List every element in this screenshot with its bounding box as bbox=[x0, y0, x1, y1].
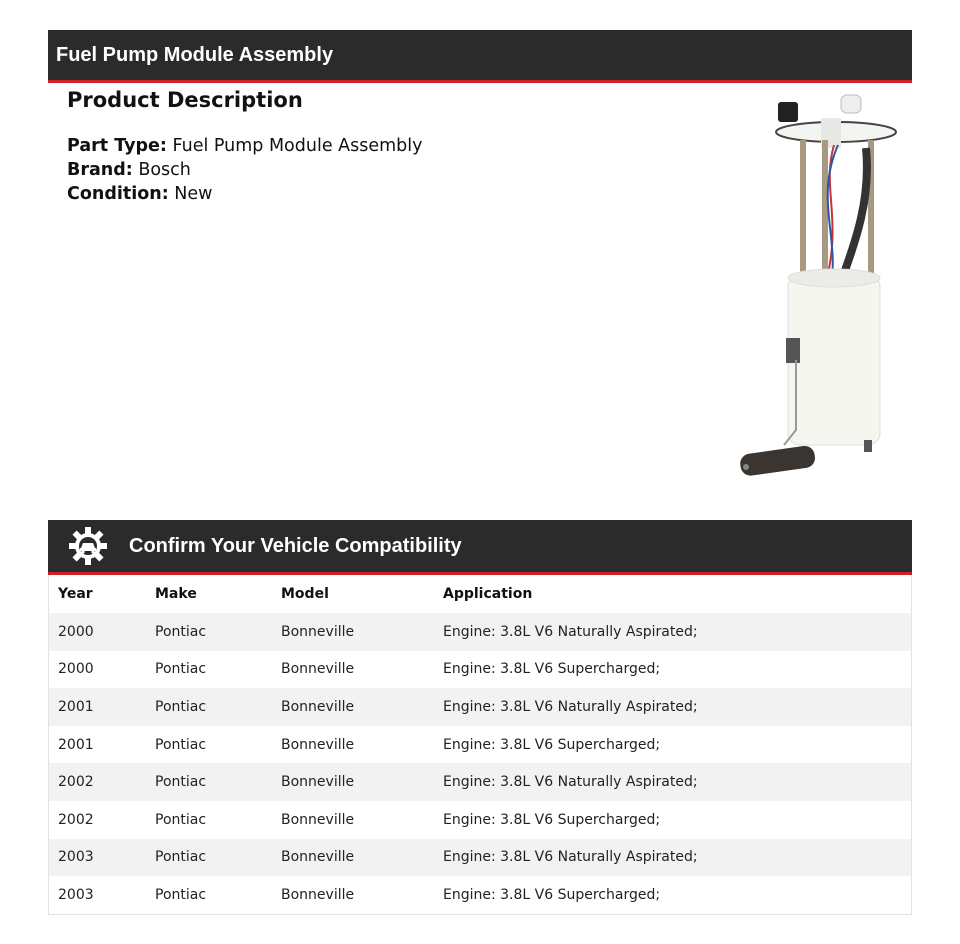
condition-row bbox=[67, 182, 667, 206]
description-heading: Product Description bbox=[67, 88, 303, 112]
product-title-bar bbox=[48, 30, 912, 83]
cell-application: Engine: 3.8L V6 Naturally Aspirated; bbox=[443, 623, 698, 640]
cell-application: Engine: 3.8L V6 Supercharged; bbox=[443, 661, 661, 678]
column-header-year: Year bbox=[58, 586, 93, 602]
cell-make: Pontiac bbox=[155, 661, 207, 678]
cell-year: 2003 bbox=[58, 849, 94, 866]
compatibility-title: Confirm Your Vehicle Compatibility bbox=[129, 534, 462, 557]
cell-make: Pontiac bbox=[155, 811, 207, 828]
cell-year: 2001 bbox=[58, 736, 94, 753]
product-title: Fuel Pump Module Assembly bbox=[56, 43, 334, 66]
cell-year: 2001 bbox=[58, 698, 94, 715]
table-row bbox=[49, 839, 911, 877]
cell-model: Bonneville bbox=[281, 623, 355, 640]
cell-year: 2002 bbox=[58, 811, 94, 828]
compatibility-table bbox=[49, 575, 911, 914]
cell-year: 2000 bbox=[58, 623, 94, 640]
cell-make: Pontiac bbox=[155, 698, 207, 715]
cell-year: 2003 bbox=[58, 886, 94, 903]
table-row bbox=[49, 613, 911, 651]
cell-model: Bonneville bbox=[281, 661, 355, 678]
fuel-pump-image bbox=[726, 90, 906, 485]
table-row bbox=[49, 876, 911, 914]
column-header-make: Make bbox=[155, 586, 197, 602]
table-row bbox=[49, 801, 911, 839]
cell-model: Bonneville bbox=[281, 886, 355, 903]
column-header-application: Application bbox=[443, 586, 533, 602]
cell-make: Pontiac bbox=[155, 736, 207, 753]
table-row bbox=[49, 726, 911, 764]
part-type-label: Part Type: bbox=[67, 136, 167, 156]
part-type-value: Fuel Pump Module Assembly bbox=[172, 136, 423, 156]
cell-make: Pontiac bbox=[155, 886, 207, 903]
cell-model: Bonneville bbox=[281, 774, 355, 791]
brand-value: Bosch bbox=[138, 160, 191, 180]
table-row bbox=[49, 688, 911, 726]
cell-model: Bonneville bbox=[281, 698, 355, 715]
cell-application: Engine: 3.8L V6 Supercharged; bbox=[443, 736, 661, 753]
cell-model: Bonneville bbox=[281, 736, 355, 753]
compatibility-table-container bbox=[48, 575, 912, 915]
table-row bbox=[49, 763, 911, 801]
cell-model: Bonneville bbox=[281, 811, 355, 828]
condition-value: New bbox=[174, 184, 213, 204]
cell-application: Engine: 3.8L V6 Supercharged; bbox=[443, 811, 661, 828]
column-header-model: Model bbox=[281, 586, 329, 602]
cell-application: Engine: 3.8L V6 Naturally Aspirated; bbox=[443, 849, 698, 866]
table-row bbox=[49, 651, 911, 689]
cell-year: 2002 bbox=[58, 774, 94, 791]
brand-label: Brand: bbox=[67, 160, 133, 180]
condition-label: Condition: bbox=[67, 184, 169, 204]
part-type-row bbox=[67, 134, 667, 158]
gear-car-icon bbox=[68, 526, 108, 566]
cell-model: Bonneville bbox=[281, 849, 355, 866]
compatibility-bar bbox=[48, 520, 912, 575]
cell-year: 2000 bbox=[58, 661, 94, 678]
cell-application: Engine: 3.8L V6 Naturally Aspirated; bbox=[443, 698, 698, 715]
product-description bbox=[67, 88, 667, 206]
cell-application: Engine: 3.8L V6 Naturally Aspirated; bbox=[443, 774, 698, 791]
brand-row bbox=[67, 158, 667, 182]
cell-make: Pontiac bbox=[155, 849, 207, 866]
cell-application: Engine: 3.8L V6 Supercharged; bbox=[443, 886, 661, 903]
cell-make: Pontiac bbox=[155, 623, 207, 640]
cell-make: Pontiac bbox=[155, 774, 207, 791]
table-header-row bbox=[49, 575, 911, 613]
